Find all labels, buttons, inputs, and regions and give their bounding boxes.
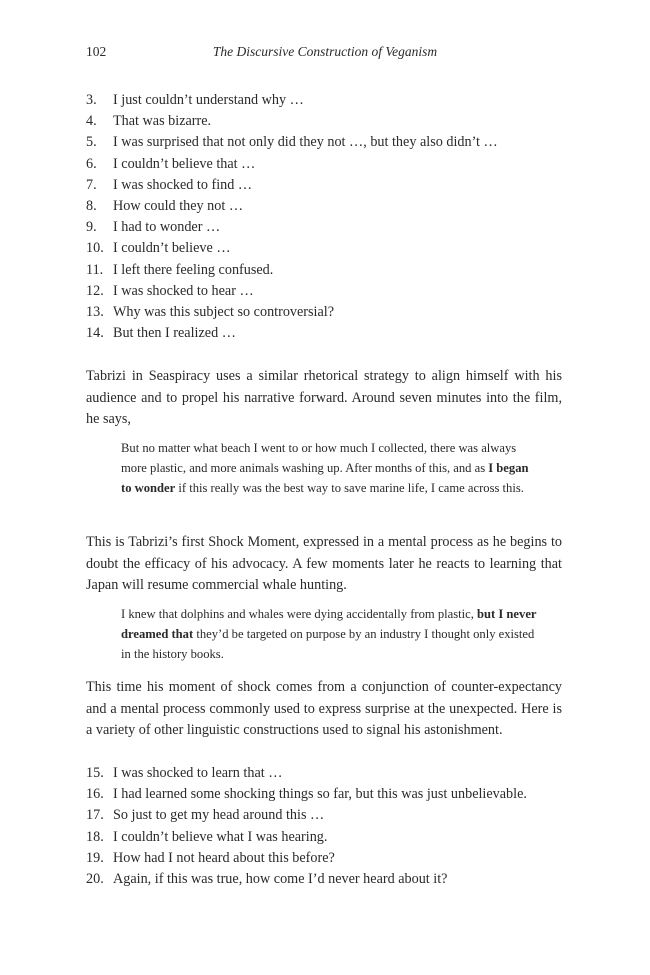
list-item xyxy=(86,111,566,132)
block-quote-2 xyxy=(121,605,541,665)
list-item-text: I had learned some shocking things so far, but this was just unbelievable. xyxy=(113,786,527,803)
list-item-text: Why was this subject so controversial? xyxy=(113,304,335,321)
page-number: 102 xyxy=(86,44,107,59)
list-item xyxy=(86,302,566,323)
list-item-text: I was surprised that not only did they not …, but they also didn’t … xyxy=(113,134,498,151)
list-item-number: 18. xyxy=(86,828,104,845)
list-item xyxy=(86,238,566,259)
list-item xyxy=(86,260,566,281)
list-item xyxy=(86,805,566,826)
list-item xyxy=(86,281,566,302)
list-item-number: 3. xyxy=(86,92,97,108)
example-list-1 xyxy=(86,90,566,344)
list-item xyxy=(86,827,566,848)
list-item-number: 14. xyxy=(86,325,104,342)
list-item-text: So just to get my head around this … xyxy=(113,807,325,824)
quote-text: they’d be targeted on purpose by an industry I thought only existed in the history books. xyxy=(121,626,535,661)
list-item-number: 19. xyxy=(86,849,104,866)
list-item xyxy=(86,848,566,869)
list-item xyxy=(86,154,566,175)
list-item-number: 17. xyxy=(86,807,104,824)
list-item-text: I just couldn’t understand why … xyxy=(113,92,304,108)
list-item xyxy=(86,323,566,344)
list-item-number: 13. xyxy=(86,304,104,321)
list-item xyxy=(86,90,566,111)
list-item-text: I couldn’t believe what I was hearing. xyxy=(113,828,328,845)
list-item-text: I couldn’t believe that … xyxy=(113,155,256,172)
list-item-text: I was shocked to find … xyxy=(113,176,253,193)
list-item xyxy=(86,217,566,238)
list-item-number: 7. xyxy=(86,176,97,193)
list-item xyxy=(86,132,566,153)
list-item-number: 4. xyxy=(86,113,97,130)
list-item-number: 10. xyxy=(86,240,104,257)
list-item-text: That was bizarre. xyxy=(113,113,212,130)
list-item-text: I had to wonder … xyxy=(113,219,221,236)
list-item-number: 15. xyxy=(86,765,104,781)
list-item-number: 6. xyxy=(86,155,97,172)
list-item-text: Again, if this was true, how come I’d never heard about it? xyxy=(113,871,448,888)
quote-text: I knew that dolphins and whales were dying accidentally from plastic, xyxy=(121,607,478,621)
list-item xyxy=(86,869,566,890)
list-item-number: 5. xyxy=(86,134,97,151)
list-item-text: How had I not heard about this before? xyxy=(113,849,335,866)
example-list-2 xyxy=(86,763,566,890)
list-item-text: I left there feeling confused. xyxy=(113,261,274,278)
list-item xyxy=(86,196,566,217)
block-quote-1 xyxy=(121,439,541,499)
running-title: The Discursive Construction of Veganism xyxy=(212,44,438,59)
list-item-number: 12. xyxy=(86,282,104,299)
page-header xyxy=(86,44,564,66)
body-paragraph-1: Tabrizi in Seaspiracy uses a similar rhetorical strategy to align himself with his audience and to propel his narrative forward. Around seven minutes into the film, he says, xyxy=(86,368,562,428)
list-item-number: 8. xyxy=(86,198,97,215)
list-item-text: I couldn’t believe … xyxy=(113,240,231,257)
quote-emphasis: I began to wonder xyxy=(121,460,529,495)
list-item-text: I was shocked to learn that … xyxy=(113,765,283,781)
quote-text: But no matter what beach I went to or how much I collected, there was always more plastic, and more animals washing up. After months of this, and as xyxy=(121,441,517,475)
list-item-number: 20. xyxy=(86,871,104,888)
list-item-text: I was shocked to hear … xyxy=(113,282,254,299)
list-item-number: 11. xyxy=(86,261,104,278)
body-paragraph-3: This time his moment of shock comes from a conjunction of counter-expectancy and a mental process commonly used to express surprise at the unexpected. Here is a variety of other linguistic constructions used to signal his astonishment. xyxy=(86,679,562,739)
body-paragraph-2: This is Tabrizi’s first Shock Moment, expressed in a mental process as he begins to doubt the efficacy of his advocacy. A few moments later he reacts to learning that Japan will resume commercial whale hunting. xyxy=(86,534,562,594)
list-item-number: 16. xyxy=(86,786,104,803)
list-item-text: But then I realized … xyxy=(113,325,236,342)
list-item xyxy=(86,784,566,805)
quote-emphasis: but I never dreamed that xyxy=(121,607,537,641)
quote-text: if this really was the best way to save marine life, I came across this. xyxy=(175,480,524,495)
list-item xyxy=(86,175,566,196)
list-item-text: How could they not … xyxy=(113,198,244,215)
list-item-number: 9. xyxy=(86,219,97,236)
list-item xyxy=(86,763,566,784)
